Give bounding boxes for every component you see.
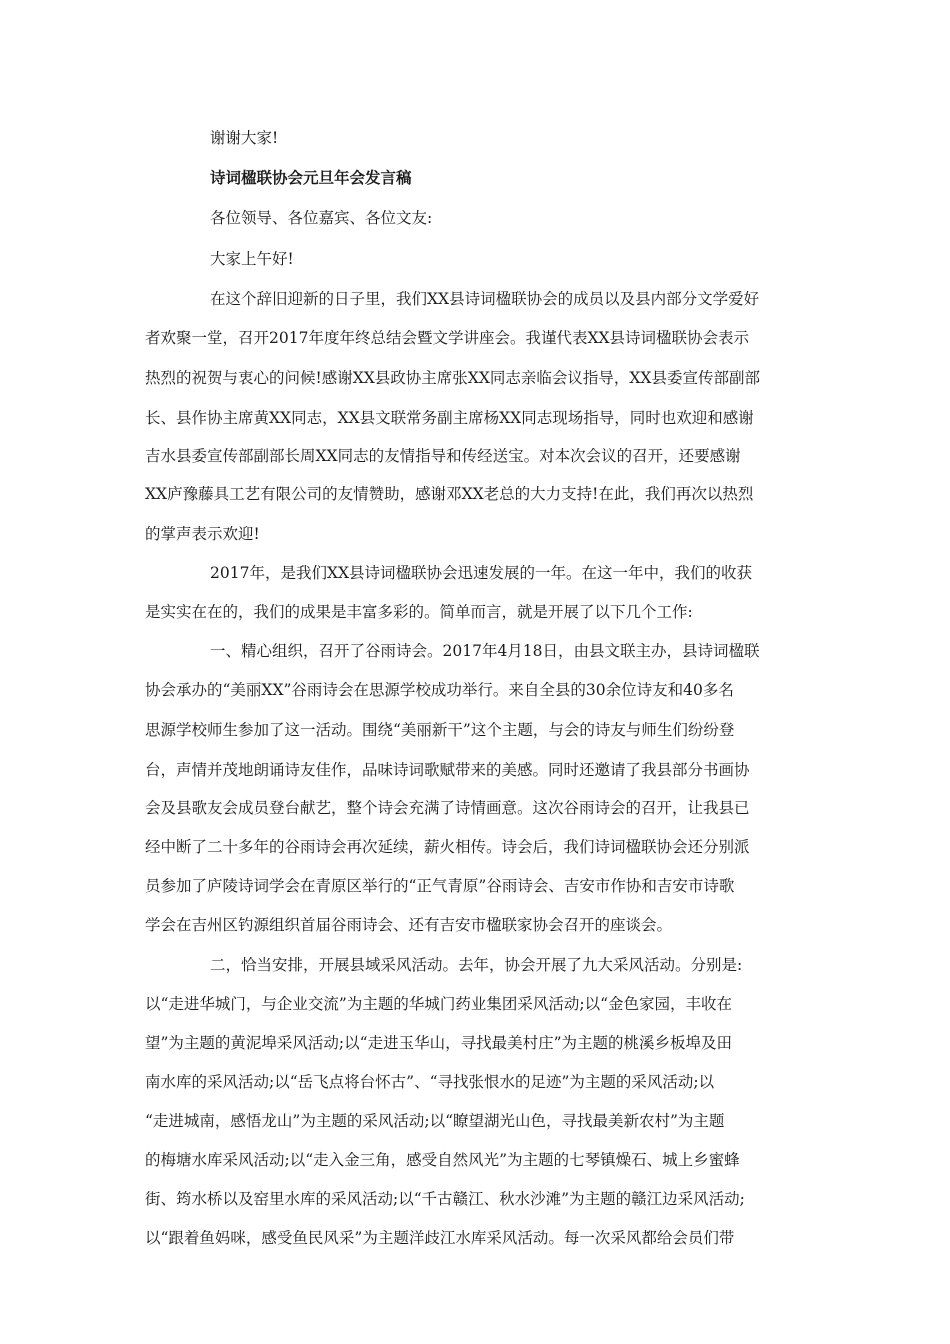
paragraph-line: “走进城南，感悟龙山”为主题的采风活动;以“瞭望湖光山色，寻找最美新农村”为主题 <box>145 1112 725 1130</box>
greeting-line: 大家上午好! <box>210 250 294 268</box>
paragraph-line: 是实实在在的，我们的成果是丰富多彩的。简单而言，就是开展了以下几个工作: <box>145 603 693 621</box>
document-title: 诗词楹联协会元旦年会发言稿 <box>210 168 412 187</box>
paragraph-line: 街、筠水桥以及窑里水库的采风活动;以“千古赣江、秋水沙滩”为主题的赣江边采风活动; <box>145 1190 745 1208</box>
paragraph-line: 长、县作协主席黄XX同志，XX县文联常务副主席杨XX同志现场指导，同时也欢迎和感谢 <box>145 409 754 427</box>
paragraph-line: 热烈的祝贺与衷心的问候!感谢XX县政协主席张XX同志亲临会议指导，XX县委宣传部副部 <box>145 369 760 387</box>
paragraph-line: XX庐豫藤具工艺有限公司的友情赞助，感谢邓XX老总的大力支持!在此，我们再次以热烈 <box>145 485 754 503</box>
paragraph-line: 者欢聚一堂，召开2017年度年终总结会暨文学讲座会。我谨代表XX县诗词楹联协会表示 <box>145 329 750 347</box>
paragraph-line: 经中断了二十多年的谷雨诗会再次延续，薪火相传。诗会后，我们诗词楹联协会还分别派 <box>145 838 750 856</box>
paragraph-line: 吉水县委宣传部副部长周XX同志的友情指导和传经送宝。对本次会议的召开，还要感谢 <box>145 447 741 465</box>
paragraph-line: 协会承办的“美丽XX”谷雨诗会在思源学校成功举行。来自全县的30余位诗友和40多名 <box>145 681 734 699</box>
paragraph-line: 以“走进华城门，与企业交流”为主题的华城门药业集团采风活动;以“金色家园，丰收在 <box>145 995 732 1013</box>
paragraph-line: 南水库的采风活动;以“岳飞点将台怀古”、“寻找张恨水的足迹”为主题的采风活动;以 <box>145 1073 715 1091</box>
paragraph-line: 一、精心组织，召开了谷雨诗会。2017年4月18日，由县文联主办，县诗词楹联 <box>210 642 760 660</box>
paragraph-line: 2017年，是我们XX县诗词楹联协会迅速发展的一年。在这一年中，我们的收获 <box>210 564 753 582</box>
paragraph-line: 思源学校师生参加了这一活动。围绕“美丽新干”这个主题，与会的诗友与师生们纷纷登 <box>145 721 735 739</box>
closing-line: 谢谢大家! <box>210 129 279 147</box>
paragraph-line: 的梅塘水库采风活动;以“走入金三角，感受自然风光”为主题的七琴镇燥石、城上乡蜜蜂 <box>145 1151 740 1169</box>
paragraph-line: 台，声情并茂地朗诵诗友佳作，品味诗词歌赋带来的美感。同时还邀请了我县部分书画协 <box>145 761 750 779</box>
paragraph-line: 望”为主题的黄泥埠采风活动;以“走进玉华山，寻找最美村庄”为主题的桃溪乡板埠及田 <box>145 1034 732 1052</box>
paragraph-line: 在这个辞旧迎新的日子里，我们XX县诗词楹联协会的成员以及县内部分文学爱好 <box>210 290 760 308</box>
paragraph-line: 学会在吉州区钓源组织首届谷雨诗会、还有吉安市楹联家协会召开的座谈会。 <box>145 916 673 934</box>
salutation-line: 各位领导、各位嘉宾、各位文友: <box>210 209 433 227</box>
paragraph-line: 员参加了庐陵诗词学会在青原区举行的“正气青原”谷雨诗会、吉安市作协和吉安市诗歌 <box>145 877 735 895</box>
paragraph-line: 以“跟着鱼妈咪，感受鱼民风采”为主题洋歧江水库采风活动。每一次采风都给会员们带 <box>145 1229 735 1247</box>
paragraph-line: 会及县歌友会成员登台献艺，整个诗会充满了诗情画意。这次谷雨诗会的召开，让我县已 <box>145 799 750 817</box>
paragraph-line: 的掌声表示欢迎! <box>145 525 260 543</box>
paragraph-line: 二，恰当安排，开展县域采风活动。去年，协会开展了九大采风活动。分别是: <box>210 956 743 974</box>
